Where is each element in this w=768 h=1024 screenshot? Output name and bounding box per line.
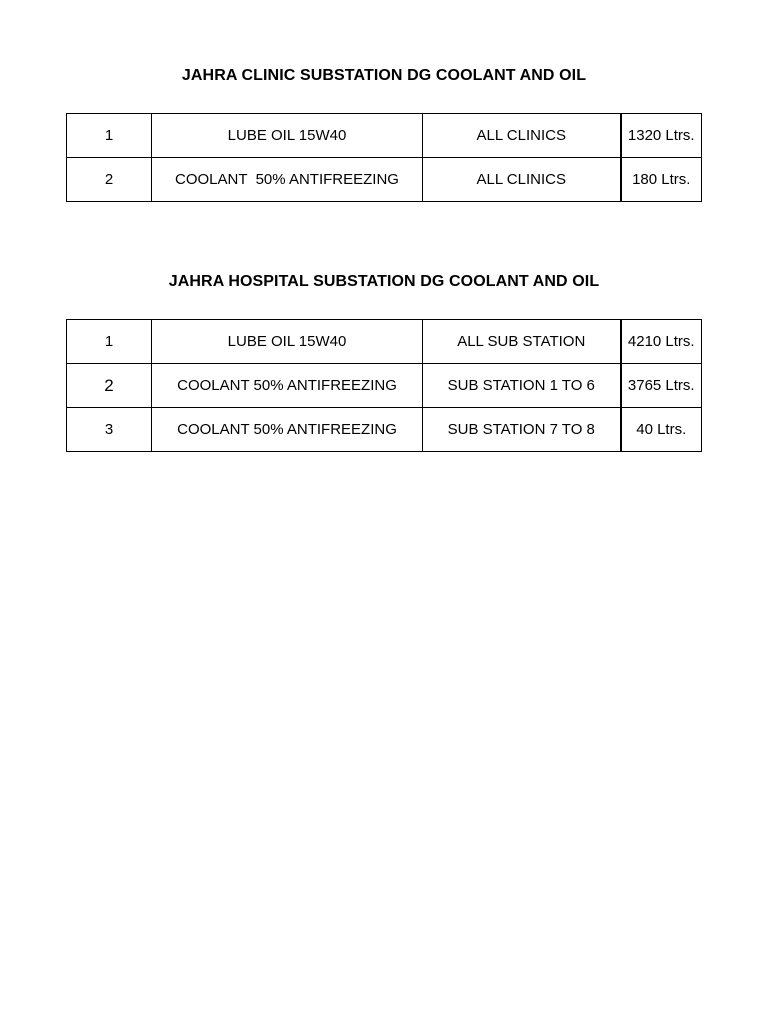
item-name: COOLANT 50% ANTIFREEZING — [152, 364, 423, 408]
row-number: 2 — [67, 364, 152, 408]
table-row — [67, 320, 702, 364]
clinic-section-title: JAHRA CLINIC SUBSTATION DG COOLANT AND OIL — [181, 67, 587, 84]
clinic-table — [66, 113, 702, 202]
item-name: COOLANT 50% ANTIFREEZING — [152, 408, 423, 452]
row-number: 3 — [67, 408, 152, 452]
location: SUB STATION 7 TO 8 — [423, 408, 621, 452]
location: ALL CLINICS — [423, 158, 621, 202]
item-name: LUBE OIL 15W40 — [152, 114, 423, 158]
hospital-section-title: JAHRA HOSPITAL SUBSTATION DG COOLANT AND OIL — [168, 273, 600, 290]
quantity: 1320 Ltrs. — [621, 114, 702, 158]
item-name: LUBE OIL 15W40 — [152, 320, 423, 364]
row-number: 1 — [67, 320, 152, 364]
item-name: COOLANT 50% ANTIFREEZING — [152, 158, 423, 202]
table-row — [67, 158, 702, 202]
row-number: 2 — [67, 158, 152, 202]
quantity: 3765 Ltrs. — [621, 364, 702, 408]
table-row — [67, 364, 702, 408]
table-row — [67, 114, 702, 158]
location: ALL CLINICS — [423, 114, 621, 158]
row-number: 1 — [67, 114, 152, 158]
table-row — [67, 408, 702, 452]
location: SUB STATION 1 TO 6 — [423, 364, 621, 408]
quantity: 40 Ltrs. — [621, 408, 702, 452]
quantity: 180 Ltrs. — [621, 158, 702, 202]
location: ALL SUB STATION — [423, 320, 621, 364]
quantity: 4210 Ltrs. — [621, 320, 702, 364]
hospital-table — [66, 319, 702, 452]
